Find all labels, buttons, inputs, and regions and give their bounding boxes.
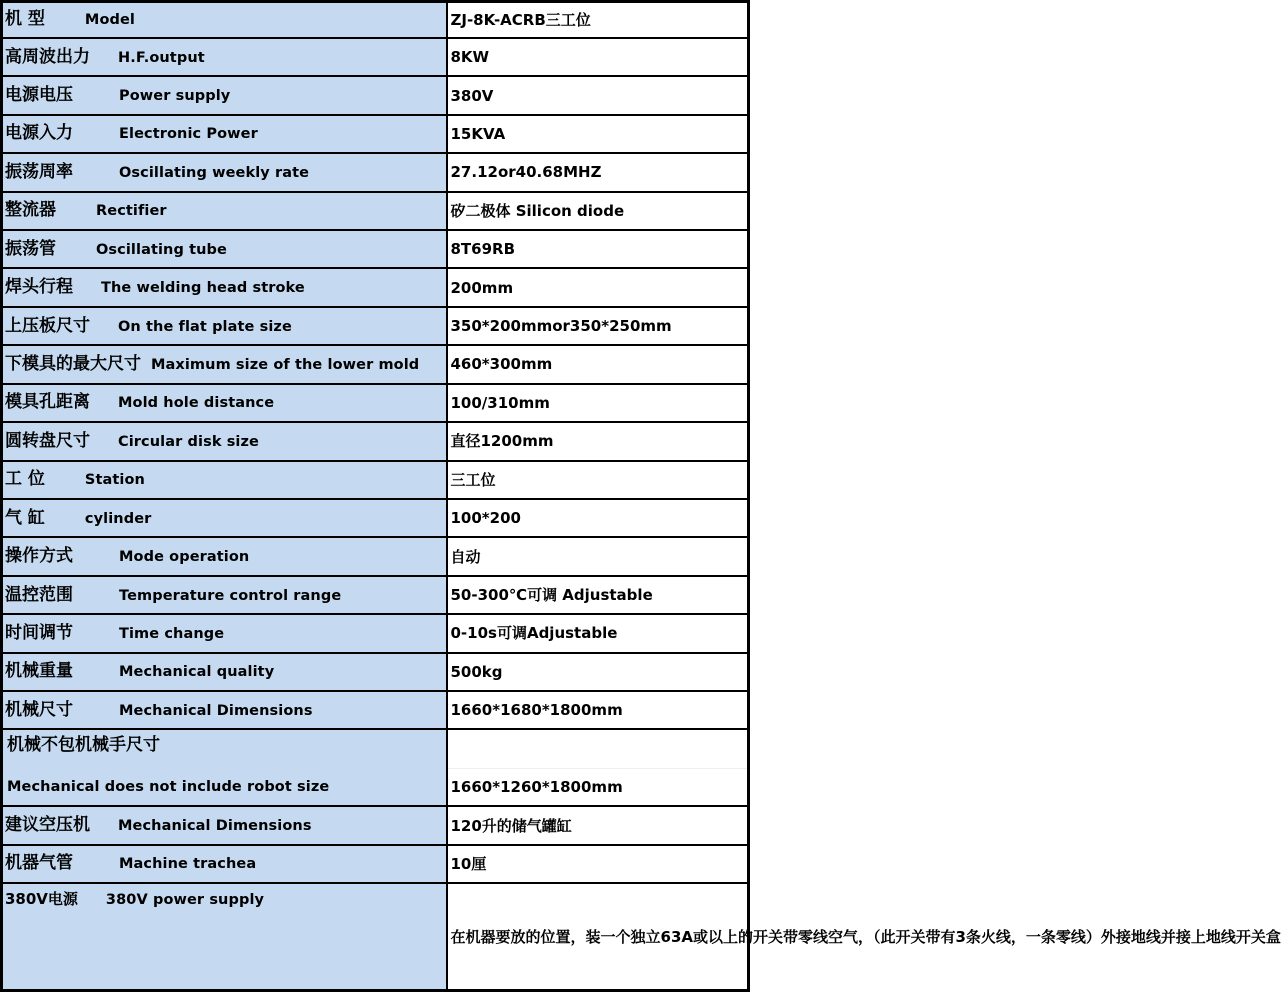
row-label-en: Temperature control range: [119, 587, 342, 604]
row-label-en: Station: [84, 472, 145, 489]
row-value: ZJ-8K-ACRB三工位: [447, 2, 749, 38]
row-label: [2, 76, 447, 114]
row-label-cn: 焊头行程: [5, 277, 73, 298]
row-label-cn: 机械尺寸: [5, 699, 73, 720]
row-label-en: Mold hole distance: [118, 395, 275, 412]
row-label: [2, 192, 447, 230]
row-label: [2, 345, 447, 383]
row-value: 10厘: [447, 845, 749, 883]
row-label-en: The welding head stroke: [101, 280, 305, 297]
row-label: [2, 38, 447, 76]
table-row: [2, 576, 749, 614]
row-label-en: Electronic Power: [119, 126, 258, 143]
row-label-en: Time change: [119, 625, 225, 642]
row-label-cn: 上压板尺寸: [5, 315, 90, 336]
row-label-en: Machine trachea: [119, 856, 257, 873]
row-value: 200mm: [447, 268, 749, 306]
row-value: 在机器要放的位置，装一个独立63A或以上的开关带零线空气，（此开关带有3条火线，一条零线）外接地线并接上地线开关盒: [447, 883, 749, 990]
row-value: 380V: [447, 76, 749, 114]
row-label: [2, 845, 447, 883]
row-value: 0-10s可调Adjustable: [447, 614, 749, 652]
row-label: [2, 499, 447, 537]
table-row: [2, 345, 749, 383]
row-label-en: Rectifier: [96, 203, 167, 220]
row-label: [2, 653, 447, 691]
row-value: 自动: [447, 537, 749, 575]
table-row-robot-size: [2, 729, 749, 806]
table-row: [2, 76, 749, 114]
row-label: [2, 614, 447, 652]
table-row: [2, 614, 749, 652]
row-label: [2, 461, 447, 499]
row-label-cn: 高周波出力: [5, 46, 90, 67]
row-label-en: Power supply: [119, 88, 231, 105]
row-label-en: Mechanical Dimensions: [118, 818, 312, 835]
row-value: 1660*1680*1800mm: [447, 691, 749, 729]
row-label: [2, 729, 447, 806]
row-label: [2, 576, 447, 614]
row-label: [2, 230, 447, 268]
table-row-power: [2, 883, 749, 990]
row-value: 120升的储气罐缸: [447, 806, 749, 844]
row-label-cn: 工 位: [5, 469, 45, 490]
row-label-cn: 时间调节: [5, 622, 73, 643]
table-row: [2, 806, 749, 844]
row-label: [2, 115, 447, 153]
row-label-cn: 建议空压机: [5, 815, 90, 836]
row-label: [2, 153, 447, 191]
row-value: 500kg: [447, 653, 749, 691]
table-row: [2, 192, 749, 230]
row-label: [2, 307, 447, 345]
row-label-en: cylinder: [84, 510, 152, 527]
row-value: 直径1200mm: [447, 422, 749, 460]
table-row: [2, 153, 749, 191]
row-label-cn: 机 型: [5, 9, 45, 30]
row-value: 三工位: [447, 461, 749, 499]
row-value: 矽二极体 Silicon diode: [447, 192, 749, 230]
row-label: [2, 806, 447, 844]
row-value-cell: [447, 729, 749, 806]
table-row: [2, 268, 749, 306]
row-label-en: 380V power supply: [105, 892, 265, 909]
table-row: [2, 691, 749, 729]
row-label-cn: 电源电压: [5, 85, 73, 106]
table-row: [2, 307, 749, 345]
row-label-cn: 下模具的最大尺寸: [5, 353, 141, 374]
table-row: [2, 115, 749, 153]
table-row: [2, 384, 749, 422]
table-row: [2, 38, 749, 76]
row-value: 15KVA: [447, 115, 749, 153]
row-label-cn: 振荡管: [5, 238, 56, 259]
row-label-en: H.F.output: [118, 49, 205, 66]
table-row: [2, 537, 749, 575]
row-label-cn: 机械重量: [5, 661, 73, 682]
row-label-cn: 机器气管: [5, 853, 73, 874]
row-label: [2, 537, 447, 575]
row-label-cn: 电源入力: [5, 123, 73, 144]
row-label-cn: 操作方式: [5, 546, 73, 567]
row-label-en: Oscillating tube: [96, 241, 227, 258]
row-label-cn: 机械不包机械手尺寸: [7, 734, 160, 755]
table-row: [2, 2, 749, 38]
row-label: [2, 691, 447, 729]
row-value: 350*200mmor350*250mm: [447, 307, 749, 345]
row-label: [2, 268, 447, 306]
row-label-en: On the flat plate size: [118, 318, 292, 335]
table-row: [2, 499, 749, 537]
row-value: 1660*1260*1800mm: [450, 777, 623, 796]
row-label-en: Mechanical quality: [119, 664, 275, 681]
row-label-en: Mode operation: [119, 549, 250, 566]
table-row: [2, 230, 749, 268]
row-label: [2, 422, 447, 460]
row-label-en: Oscillating weekly rate: [119, 164, 310, 181]
row-value: 100*200: [447, 499, 749, 537]
row-value: 460*300mm: [447, 345, 749, 383]
row-label-en: Model: [84, 12, 135, 29]
row-label: [2, 384, 447, 422]
row-label: [2, 883, 447, 990]
row-value: 8KW: [447, 38, 749, 76]
row-label-cn: 温控范围: [5, 584, 73, 605]
row-value: 8T69RB: [447, 230, 749, 268]
row-value: 50-300℃可调 Adjustable: [447, 576, 749, 614]
row-label-cn: 整流器: [5, 200, 56, 221]
row-label-en: Mechanical Dimensions: [119, 702, 313, 719]
row-label-en: Maximum size of the lower mold: [151, 356, 420, 373]
table-row: [2, 461, 749, 499]
row-value: 100/310mm: [447, 384, 749, 422]
row-value: 27.12or40.68MHZ: [447, 153, 749, 191]
table-row: [2, 422, 749, 460]
row-label-cn: 模具孔距离: [5, 392, 90, 413]
table-row: [2, 845, 749, 883]
row-label-cn: 振荡周率: [5, 161, 73, 182]
row-label-cn: 380V电源: [5, 890, 78, 909]
row-label: [2, 2, 447, 38]
row-label-cn: 圆转盘尺寸: [5, 430, 90, 451]
row-label-cn: 气 缸: [5, 507, 45, 528]
row-label-en: Mechanical does not include robot size: [7, 778, 330, 795]
row-label-en: Circular disk size: [118, 433, 259, 450]
table-row: [2, 653, 749, 691]
